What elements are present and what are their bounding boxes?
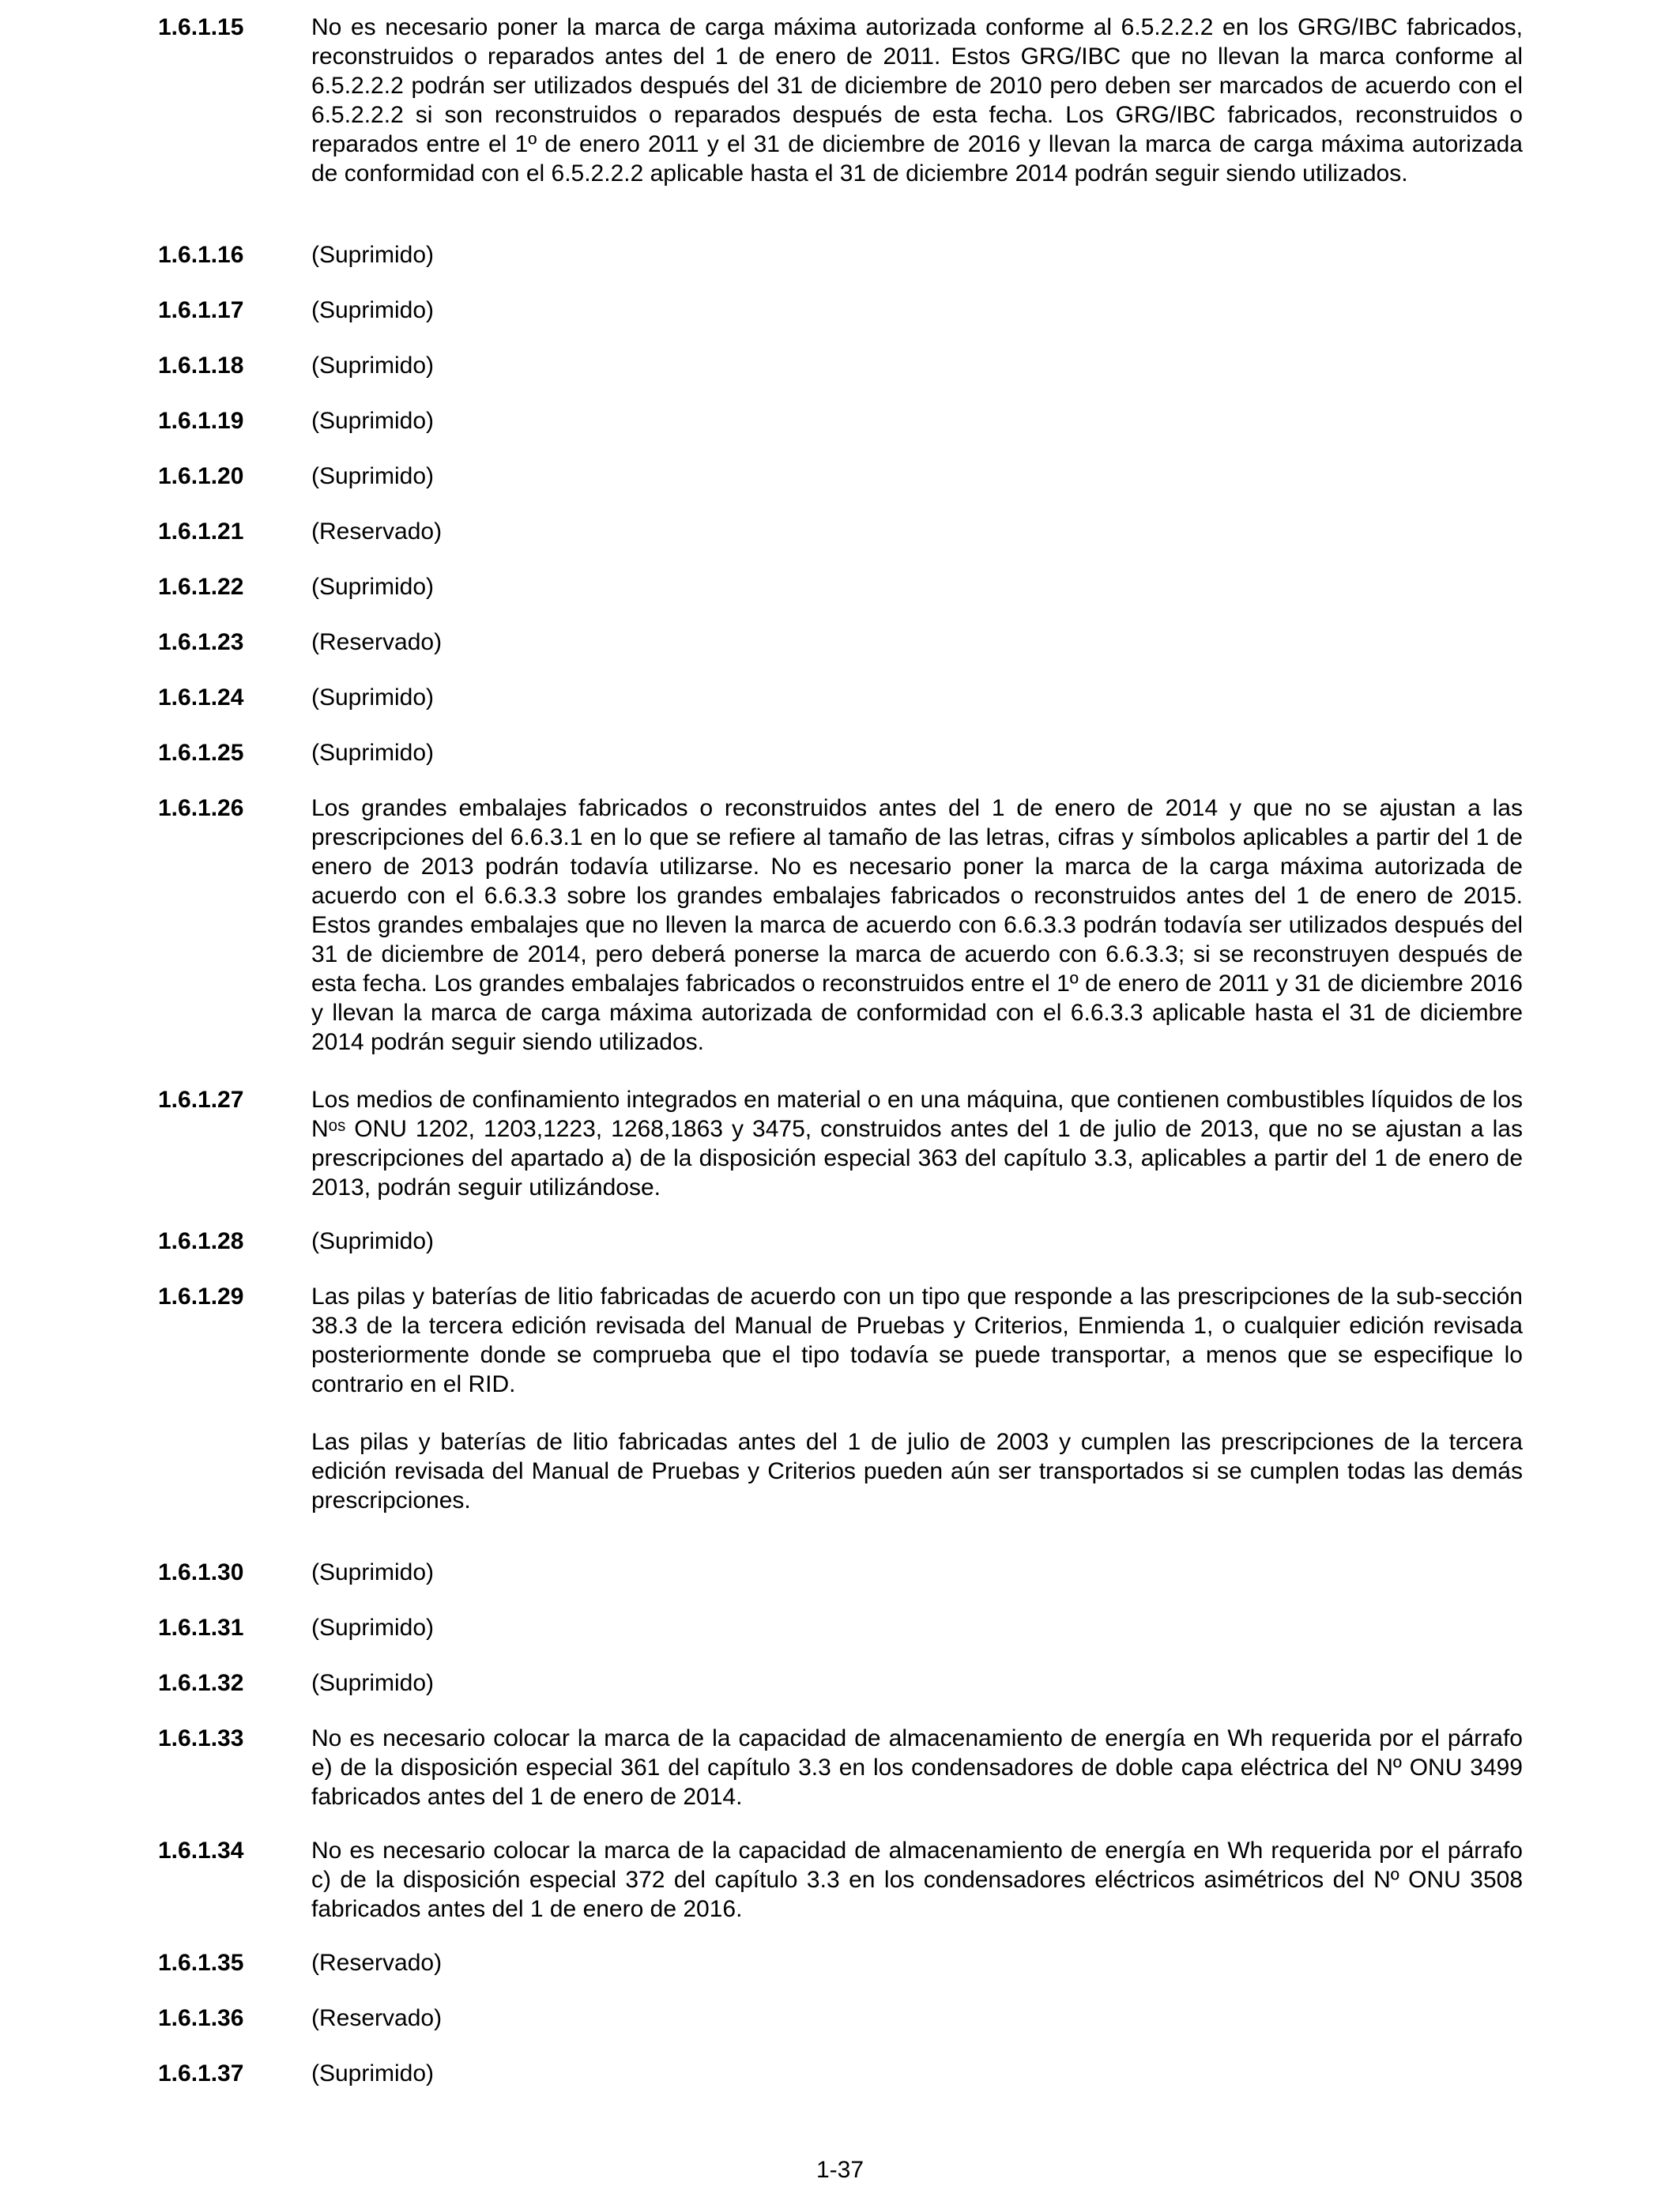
section-paragraph: No es necesario colocar la marca de la capacidad de almacenamiento de energía en Wh requerida por el párrafo e) de la disposición especial 361 del capítulo 3.3 en los condensadores de doble capa eléctrica del Nº ONU 3499 fabricados antes del 1 de enero de 2014. <box>311 1725 1523 1810</box>
section-number: 1.6.1.32 <box>158 1670 244 1696</box>
page-number: 1-37 <box>816 2157 864 2183</box>
section-paragraph: No es necesario poner la marca de carga máxima autorizada conforme al 6.5.2.2.2 en los GRG/IBC fabricados, reconstruidos o reparados antes del 1 de enero de 2011. Estos GRG/IBC que no llevan la marca conforme al 6.5.2.2.2 podrán ser utilizados después del 31 de diciembre de 2010 pero deben ser marcados de acuerdo con el 6.5.2.2.2 si son reconstruidos o reparados después de esta fecha. Los GRG/IBC fabricados, reconstruidos o reparados entre el 1º de enero 2011 y el 31 de diciembre de 2016 y llevan la marca de carga máxima autorizada de conformidad con el 6.5.2.2.2 aplicable hasta el 31 de diciembre 2014 podrán seguir siendo utilizados. <box>311 14 1523 187</box>
section-text <box>311 1613 1523 1642</box>
section-text <box>311 1085 1523 1202</box>
section-paragraph: No es necesario colocar la marca de la capacidad de almacenamiento de energía en Wh requerida por el párrafo c) de la disposición especial 372 del capítulo 3.3 en los condensadores eléctricos asimétricos del Nº ONU 3508 fabricados antes del 1 de enero de 2016. <box>311 1838 1523 1922</box>
section-paragraph: (Suprimido) <box>311 574 435 600</box>
section-number: 1.6.1.35 <box>158 1950 244 1976</box>
section-paragraph: (Suprimido) <box>311 242 435 268</box>
section-text <box>311 406 1523 435</box>
section-paragraph: (Reservado) <box>311 1950 443 1976</box>
section-text <box>311 462 1523 491</box>
section-number: 1.6.1.33 <box>158 1725 244 1751</box>
section-text <box>311 1227 1523 1256</box>
section-number: 1.6.1.28 <box>158 1228 244 1254</box>
section-text <box>311 296 1523 325</box>
section-paragraph: (Suprimido) <box>311 684 435 711</box>
section-text <box>311 351 1523 380</box>
section-number: 1.6.1.23 <box>158 629 244 655</box>
section-number: 1.6.1.31 <box>158 1615 244 1641</box>
section-text <box>311 1948 1523 1977</box>
section-paragraph: (Suprimido) <box>311 1670 435 1696</box>
section-number: 1.6.1.17 <box>158 297 244 323</box>
section-text <box>311 1668 1523 1698</box>
section-text <box>311 1836 1523 1924</box>
section-number: 1.6.1.20 <box>158 463 244 489</box>
section-paragraph: (Reservado) <box>311 629 443 655</box>
section-number: 1.6.1.21 <box>158 518 244 545</box>
section-text <box>311 240 1523 270</box>
section-text <box>311 2004 1523 2033</box>
section-paragraph: Las pilas y baterías de litio fabricadas de acuerdo con un tipo que responde a las prescripciones de la sub-sección 38.3 de la tercera edición revisada del Manual de Pruebas y Criterios, Enmienda 1, o cualquier edición revisada posteriormente donde se comprueba que el tipo todavía se puede transportar, a menos que se especifique lo contrario en el RID. <box>311 1284 1523 1397</box>
section-paragraph: (Reservado) <box>311 518 443 545</box>
section-number: 1.6.1.25 <box>158 740 244 766</box>
section-paragraph: (Suprimido) <box>311 1228 435 1254</box>
section-paragraph: (Suprimido) <box>311 408 435 434</box>
section-text <box>311 572 1523 601</box>
section-paragraph: (Reservado) <box>311 2005 443 2031</box>
section-text <box>311 1558 1523 1587</box>
section-number: 1.6.1.30 <box>158 1559 244 1585</box>
section-text <box>311 738 1523 767</box>
section-number: 1.6.1.16 <box>158 242 244 268</box>
section-paragraph: (Suprimido) <box>311 463 435 489</box>
section-paragraph: (Suprimido) <box>311 740 435 766</box>
section-paragraph: Los medios de confinamiento integrados en material o en una máquina, que contienen combustibles líquidos de los Nᵒˢ ONU 1202, 1203,1223, 1268,1863 y 3475, construidos antes del 1 de julio de 2013, que no se ajustan a las prescripciones del apartado a) de la disposición especial 363 del capítulo 3.3, aplicables a partir del 1 de enero de 2013, podrán seguir utilizándose. <box>311 1087 1523 1201</box>
section-text <box>311 628 1523 657</box>
section-number: 1.6.1.27 <box>158 1087 244 1113</box>
section-text <box>311 683 1523 712</box>
section-paragraph: Los grandes embalajes fabricados o reconstruidos antes del 1 de enero de 2014 y que no se ajustan a las prescripciones del 6.6.3.1 en lo que se refiere al tamaño de las letras, cifras y símbolos aplicables a partir del 1 de enero de 2013 podrán todavía utilizarse. No es necesario poner la marca de la carga máxima autorizada de acuerdo con el 6.6.3.3 sobre los grandes embalajes fabricados o reconstruidos antes del 1 de enero de 2015. Estos grandes embalajes que no lleven la marca de acuerdo con 6.6.3.3 podrán todavía ser utilizados después del 31 de diciembre de 2014, pero deberá ponerse la marca de acuerdo con 6.6.3.3; si se reconstruyen después de esta fecha. Los grandes embalajes fabricados o reconstruidos entre el 1º de enero de 2011 y 31 de diciembre 2016 y llevan la marca de carga máxima autorizada de conformidad con el 6.6.3.3 aplicable hasta el 31 de diciembre 2014 podrán seguir siendo utilizados. <box>311 795 1523 1055</box>
section-number: 1.6.1.36 <box>158 2005 244 2031</box>
section-text <box>311 2059 1523 2088</box>
section-paragraph: (Suprimido) <box>311 352 435 379</box>
section-number: 1.6.1.15 <box>158 14 244 40</box>
section-paragraph: (Suprimido) <box>311 1559 435 1585</box>
section-number: 1.6.1.18 <box>158 352 244 379</box>
section-text <box>311 794 1523 1057</box>
section-number: 1.6.1.26 <box>158 795 244 821</box>
section-text <box>311 13 1523 188</box>
section-paragraph: (Suprimido) <box>311 2060 435 2087</box>
section-text <box>311 1724 1523 1811</box>
section-paragraph: (Suprimido) <box>311 1615 435 1641</box>
section-number: 1.6.1.19 <box>158 408 244 434</box>
section-number: 1.6.1.34 <box>158 1838 244 1864</box>
section-number: 1.6.1.22 <box>158 574 244 600</box>
section-paragraph: (Suprimido) <box>311 297 435 323</box>
section-number: 1.6.1.37 <box>158 2060 244 2087</box>
section-number: 1.6.1.29 <box>158 1284 244 1310</box>
section-text <box>311 1282 1523 1515</box>
section-paragraph: Las pilas y baterías de litio fabricadas antes del 1 de julio de 2003 y cumplen las prescripciones de la tercera edición revisada del Manual de Pruebas y Criterios pueden aún ser transportados si se cumplen todas las demás prescripciones. <box>311 1429 1523 1514</box>
section-number: 1.6.1.24 <box>158 684 244 711</box>
section-text <box>311 517 1523 546</box>
